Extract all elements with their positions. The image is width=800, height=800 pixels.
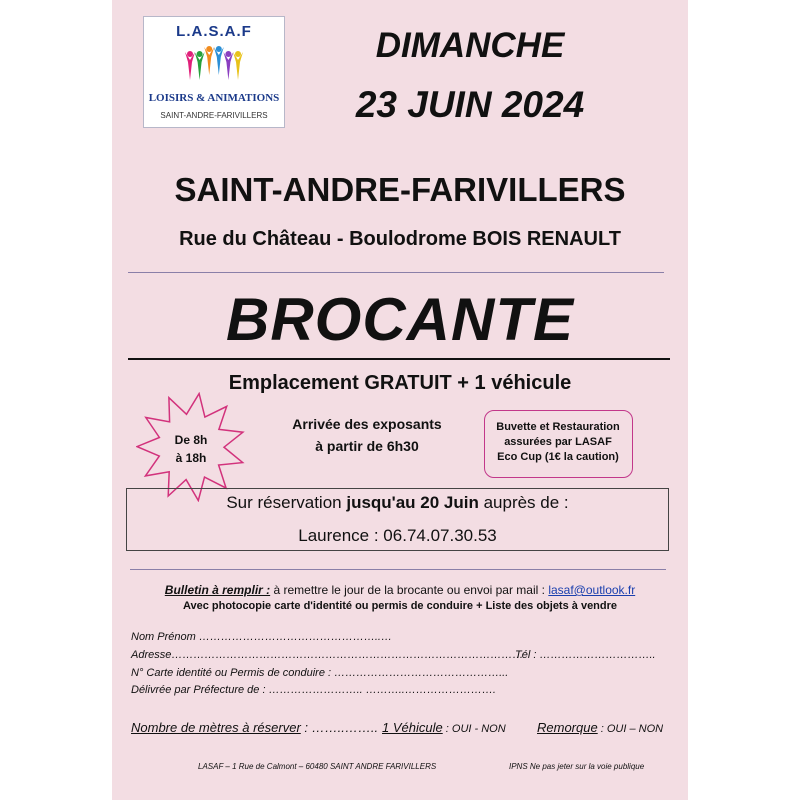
form-adresse[interactable]: Adresse……………………………………………………………………………………: [131, 649, 524, 661]
bulletin-intro: [112, 583, 688, 597]
people-figures-icon: [184, 41, 244, 85]
bulletin-email-link[interactable]: lasaf@outlook.fr: [548, 583, 636, 597]
form-telephone[interactable]: Tél : …………………………..: [515, 649, 656, 661]
reservation-box: [126, 488, 669, 551]
form-vehicule[interactable]: [382, 720, 506, 735]
vehicule-choice: : OUI - NON: [442, 723, 506, 735]
form-prefecture[interactable]: Délivrée par Préfecture de : …………………….. ………..…………………….: [131, 684, 496, 696]
buvette-box: [484, 410, 633, 478]
arrival-line-1: Arrivée des exposants: [292, 416, 442, 432]
buvette-line-1: Buvette et Restauration: [496, 421, 620, 433]
reservation-deadline: jusqu'au 20 Juin: [346, 493, 479, 512]
metres-label: Nombre de mètres à réserver: [131, 720, 301, 735]
emplacement-info: Emplacement GRATUIT + 1 véhicule: [228, 372, 572, 394]
bulletin-label: Bulletin à remplir :: [164, 583, 271, 597]
reservation-contact: Laurence : 06.74.07.30.53: [298, 526, 497, 545]
event-title: BROCANTE: [226, 286, 574, 353]
footer-address: LASAF – 1 Rue de Calmont – 60480 SAINT ANDRE FARIVILLERS: [198, 762, 437, 771]
buvette-line-2: assurées par LASAF: [504, 436, 612, 448]
starburst-badge: [136, 392, 246, 502]
form-carte-identite[interactable]: N° Carte identité ou Permis de conduire : ………………………………………...: [131, 667, 509, 679]
hours-end: à 18h: [175, 451, 207, 465]
arrival-line-2: à partir de 6h30: [315, 438, 419, 454]
reservation-prefix: Sur réservation: [226, 493, 347, 512]
remorque-choice: : OUI – NON: [597, 723, 664, 735]
divider: [128, 358, 670, 360]
bulletin-note: Avec photocopie carte d'identité ou permis de conduire + Liste des objets à vendre: [182, 600, 618, 612]
logo-tagline: LOISIRS & ANIMATIONS: [148, 92, 280, 104]
reservation-suffix: auprès de :: [478, 493, 569, 512]
remorque-label: Remorque: [537, 720, 598, 735]
divider: [130, 569, 666, 570]
footer-ipns: IPNS Ne pas jeter sur la voie publique: [509, 762, 645, 771]
form-remorque[interactable]: [537, 720, 663, 735]
divider: [128, 272, 664, 273]
logo-subtitle: SAINT-ANDRE-FARIVILLERS: [160, 111, 268, 120]
event-town: SAINT-ANDRE-FARIVILLERS: [174, 171, 626, 208]
buvette-line-3: Eco Cup (1€ la caution): [497, 451, 619, 463]
hours-start: De 8h: [174, 433, 208, 447]
event-address: Rue du Château - Boulodrome BOIS RENAULT: [179, 228, 621, 250]
form-metres[interactable]: [131, 720, 378, 735]
bulletin-text: à remettre le jour de la brocante ou envoi par mail :: [270, 583, 549, 597]
logo-name: L.A.S.A.F: [176, 23, 252, 40]
form-nom-prenom[interactable]: Nom Prénom …………………………………………..…: [131, 631, 392, 643]
reservation-line: [127, 493, 668, 513]
metres-field: : ……..……..: [300, 720, 379, 735]
event-day: DIMANCHE: [375, 26, 565, 65]
vehicule-label: 1 Véhicule: [382, 720, 443, 735]
event-date: 23 JUIN 2024: [355, 84, 585, 125]
lasaf-logo: [143, 16, 285, 128]
